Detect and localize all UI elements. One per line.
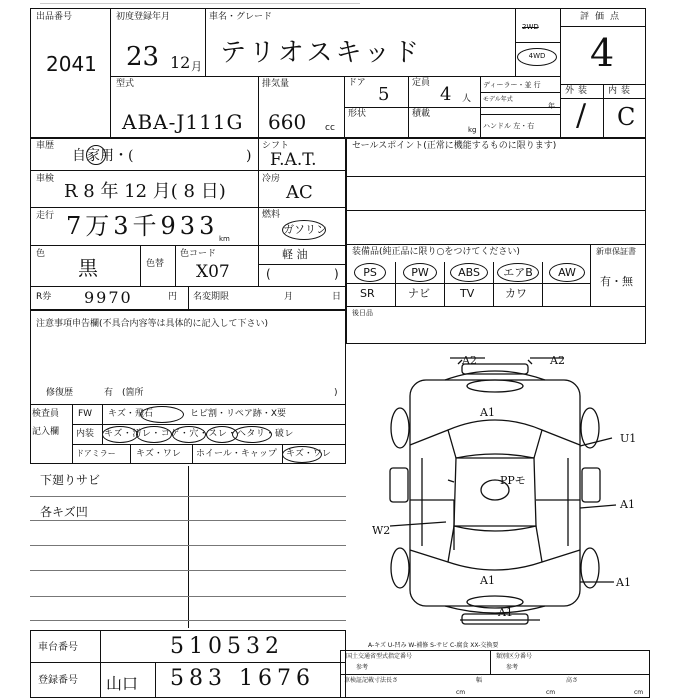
meigi-month: 月	[284, 292, 294, 302]
ruled-line	[30, 520, 346, 521]
exterior-grade: /	[576, 98, 587, 133]
equipment-label: 装備品(純正品に限り○をつけてください)	[352, 247, 520, 257]
history-close: )	[246, 148, 252, 164]
class-label: 類別区分番号	[496, 653, 533, 660]
wheel-items: キズ・ワレ	[286, 449, 331, 459]
ghost-line	[40, 3, 360, 4]
shaken-value: R 8 年 12 月( 8 日)	[64, 181, 226, 202]
mark-rear: A1	[498, 606, 513, 619]
reg-year: 23	[126, 42, 160, 72]
fuel-alt: 軽 油	[282, 248, 308, 261]
divider	[560, 26, 646, 27]
hand-note-1: 下廻りサビ	[40, 473, 101, 487]
cc-unit: cc	[325, 123, 335, 133]
divider	[30, 207, 346, 208]
divider	[188, 466, 189, 628]
reg-month: 12	[170, 53, 191, 72]
class-ref: 参考	[506, 664, 519, 671]
interior-row-label: 内装	[76, 429, 95, 439]
divider	[493, 262, 494, 306]
score-label: 評価点	[580, 12, 626, 22]
recycle-unit: 円	[168, 292, 178, 302]
fuel-paren-close: )	[334, 267, 339, 281]
hand-note-2: 各キズ凹	[40, 505, 88, 519]
divider	[192, 444, 193, 464]
divider	[130, 444, 131, 464]
divider	[480, 114, 560, 115]
ruled-line	[30, 620, 346, 621]
exterior-label: 外装	[565, 86, 592, 96]
lot-label: 出品番号	[36, 12, 73, 22]
history-value: 自家用・(	[72, 148, 134, 164]
divider	[346, 306, 646, 307]
height-label: 高さ	[566, 677, 579, 684]
divider	[175, 245, 176, 286]
ruled-line	[346, 210, 646, 211]
car-diagram	[350, 350, 646, 630]
divider	[480, 92, 560, 93]
wheel-scratch-circle	[282, 446, 322, 463]
history-label: 車歴	[36, 141, 55, 151]
burn-circle	[172, 426, 206, 443]
divider	[590, 244, 591, 306]
fuel-label: 燃料	[262, 210, 281, 220]
mark-fender-right: U1	[620, 432, 637, 445]
ac-label: 冷房	[262, 174, 281, 184]
divider	[30, 404, 346, 405]
capacity-label: 定員	[412, 78, 431, 88]
notes-label: 注意事項申告欄(不具合内容等は具体的に記入して下さい)	[36, 319, 269, 329]
divider	[258, 76, 259, 138]
divider	[395, 262, 396, 306]
capacity-value: 4	[440, 84, 452, 105]
equip-tv: TV	[460, 287, 475, 300]
divider	[100, 630, 101, 698]
type-cert-label: 国土交通省型式指定番号	[346, 653, 413, 660]
shaken-label: 車検	[36, 174, 55, 184]
divider	[490, 650, 491, 674]
repair-label: 修復歴	[46, 388, 74, 398]
score-value: 4	[590, 31, 615, 75]
after-item-label: 後日品	[352, 309, 373, 317]
reg-prefecture: 山口	[106, 674, 139, 693]
wear-circle	[232, 426, 272, 443]
car-label: 車名・グレード	[209, 12, 273, 22]
fw-items-b: ヒビ割・リペア跡・X要	[190, 409, 286, 419]
cc-value: 660	[268, 110, 307, 134]
stain-circle	[136, 426, 172, 443]
first-reg-label: 初度登録年月	[116, 12, 171, 22]
model-value: ABA-J111G	[122, 110, 244, 134]
divider	[444, 262, 445, 306]
mark-front-right: A2	[550, 354, 565, 367]
mark-trunk: A1	[480, 574, 495, 587]
divider	[258, 264, 346, 265]
divider	[205, 8, 206, 76]
divider	[155, 662, 156, 698]
mirror-label: ドアミラー	[76, 449, 116, 458]
repair-place: (箇所	[122, 388, 144, 398]
divider	[30, 245, 346, 246]
drive-4wd: 4WD	[517, 48, 557, 66]
dealer-label: ディーラー・並 行	[483, 81, 541, 89]
equip-ps: PS	[354, 263, 386, 282]
width-label: 幅	[476, 677, 483, 684]
fw-items-a: キズ・飛石	[108, 409, 153, 419]
mark-quarter-right: A1	[616, 576, 631, 589]
fuel-value: ガソリン	[282, 220, 326, 240]
equip-abs: ABS	[450, 263, 488, 282]
divider	[542, 262, 543, 306]
width-unit: cm	[546, 689, 556, 696]
inspector-label: 検査員	[32, 409, 60, 419]
divider	[346, 283, 590, 284]
divider	[72, 424, 346, 425]
sales-frame	[346, 138, 646, 344]
mark-hood: A1	[480, 406, 495, 419]
meigi-label: 名変期限	[193, 292, 230, 302]
ruled-line	[30, 496, 346, 497]
mark-door-left: W2	[372, 524, 391, 537]
meigi-day: 日	[332, 292, 342, 302]
fw-label: FW	[78, 409, 93, 419]
sales-point-label: セールスポイント(正常に機能するものに限ります)	[352, 141, 557, 151]
color-code-label: 色コード	[180, 249, 217, 259]
color-change-label: 色替	[146, 259, 165, 269]
shift-label: シフト	[262, 141, 290, 151]
equip-pw: PW	[403, 263, 437, 282]
divider	[140, 245, 141, 286]
damage-legend: A-キズ U-凹み W-補修 S-サビ C-腐食 XX-交換要	[368, 642, 499, 649]
divider	[340, 674, 650, 675]
cc-label: 排気量	[262, 79, 290, 89]
km-unit: km	[219, 235, 230, 243]
equip-navi: ナビ	[408, 287, 430, 300]
chassis-number: 510532	[170, 634, 284, 659]
entry-label: 記入欄	[32, 427, 60, 437]
divider	[30, 662, 346, 663]
ruled-line	[30, 596, 346, 597]
scratch-circle	[102, 426, 138, 443]
ac-value: AC	[286, 182, 313, 203]
divider	[110, 76, 560, 77]
mileage-label: 走行	[36, 211, 55, 221]
reg-label: 登録番号	[38, 675, 78, 686]
divider	[30, 170, 346, 171]
warranty-label: 新車保証書	[596, 247, 636, 256]
model-year-label: モデル年式	[483, 96, 513, 103]
shift-value: F.A.T.	[270, 150, 317, 170]
repair-close: )	[334, 388, 338, 398]
year-unit: 年	[548, 102, 555, 110]
fuel-paren-open: (	[266, 267, 271, 281]
repair-have: 有	[104, 388, 114, 398]
handle-label: ハンドル 左・右	[483, 122, 535, 130]
divider	[344, 107, 560, 108]
ruled-line	[346, 176, 646, 177]
reg-number: 583 1676	[170, 666, 315, 691]
chassis-label: 車台番号	[38, 642, 78, 653]
capacity-unit: 人	[462, 94, 472, 104]
ruled-line	[30, 545, 346, 546]
recycle-label: R券	[36, 292, 52, 302]
warranty-value: 有・無	[600, 275, 633, 288]
model-label: 型式	[116, 79, 135, 89]
load-unit: kg	[468, 126, 477, 134]
wheel-label: ホイール・キャップ	[196, 449, 277, 459]
ruled-line	[30, 570, 346, 571]
divider	[346, 244, 646, 245]
height-unit: cm	[634, 689, 644, 696]
length-label: 長さ	[386, 677, 399, 684]
equip-airbag: エアB	[497, 263, 539, 282]
divider	[110, 8, 111, 138]
car-name: テリオスキッド	[220, 38, 422, 68]
shape-label: 形状	[348, 109, 367, 119]
dims-label: 車検証記載寸法	[344, 677, 387, 684]
mark-door-right: A1	[620, 498, 635, 511]
mirror-items: キズ・ワレ	[136, 449, 181, 459]
divider	[515, 42, 560, 43]
equip-sr: SR	[360, 287, 375, 300]
load-label: 積載	[412, 109, 431, 119]
divider	[603, 84, 604, 138]
month-unit: 月	[191, 60, 202, 73]
door-value: 5	[378, 84, 390, 105]
chip-circle	[140, 406, 184, 423]
type-cert-ref: 参考	[356, 664, 369, 671]
recycle-value: 9970	[84, 288, 133, 307]
interior-grade: C	[617, 103, 636, 131]
color-code-value: X07	[196, 262, 230, 282]
divider	[72, 444, 346, 445]
length-unit: cm	[456, 689, 466, 696]
color-label: 色	[36, 249, 46, 259]
equip-leather: カワ	[505, 287, 527, 300]
mileage-value: 7万3千933	[66, 212, 219, 240]
mark-roof: PPモ	[500, 474, 526, 487]
divider	[188, 286, 189, 310]
mark-front-left: A2	[462, 354, 477, 367]
divider	[72, 404, 73, 464]
lot-number: 2041	[46, 52, 97, 76]
own-use-circle	[86, 145, 106, 165]
interior-row-items: キズ・汚レ・コゲ・穴・スレ・ヘタリ・破レ	[104, 429, 294, 439]
door-label: ドア	[348, 78, 366, 88]
interior-label: 内装	[608, 86, 635, 96]
drive-2wd: 2WD	[522, 23, 539, 31]
divider	[560, 8, 561, 138]
color-value: 黒	[78, 256, 98, 280]
equip-aw: AW	[549, 263, 585, 282]
